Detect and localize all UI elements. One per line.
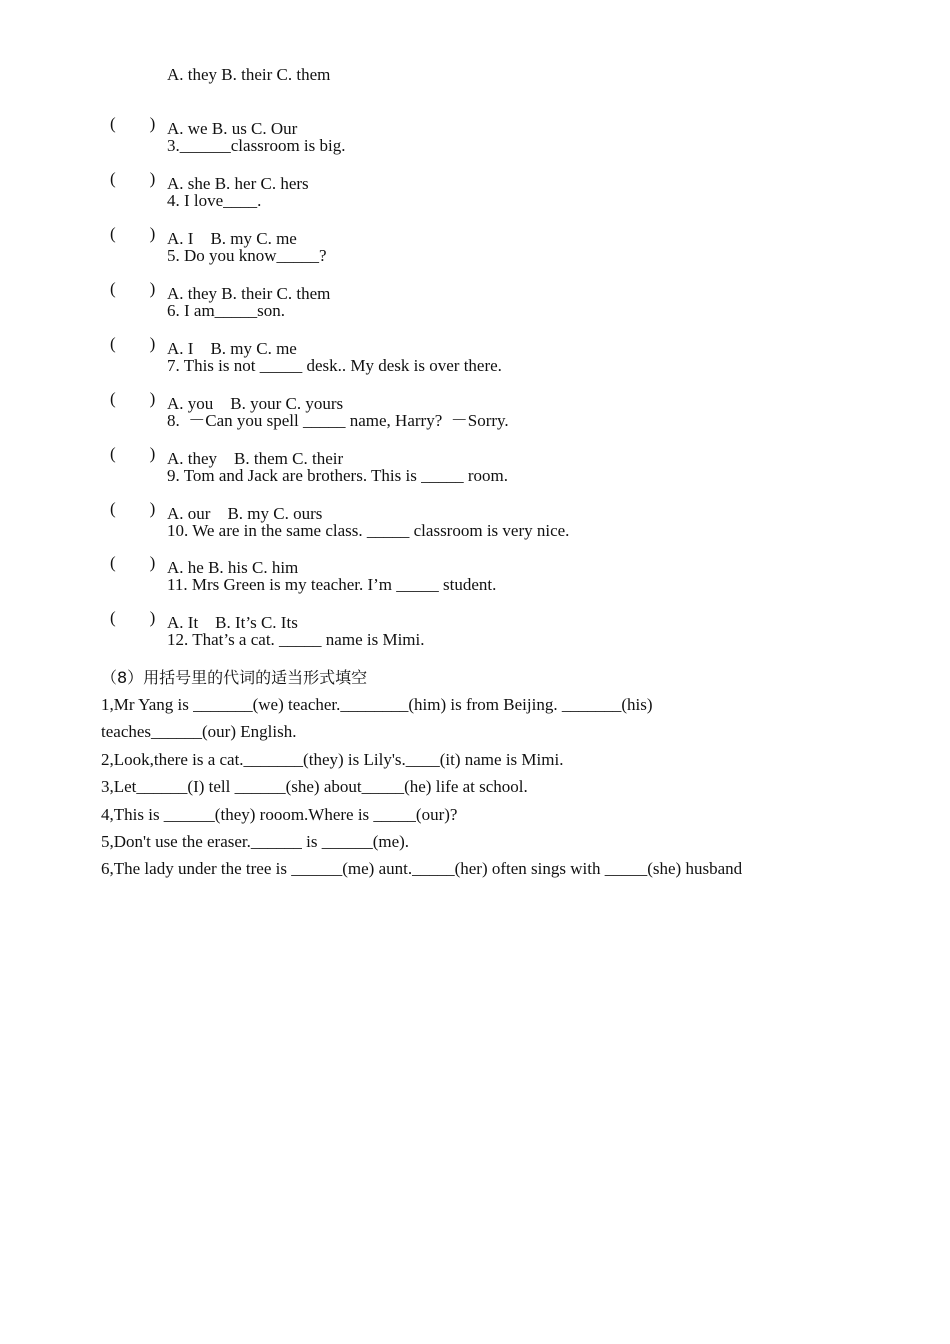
question-text: 3.______classroom is big. — [167, 136, 346, 155]
question-5-options: A. I B. my C. me — [167, 229, 297, 248]
question-text: 4. I love____. — [167, 191, 262, 210]
question-text: 11. Mrs Green is my teacher. I’m _____ student. — [167, 575, 497, 594]
question-11-options: A. he B. his C. him — [167, 558, 299, 577]
question-text: 7. This is not _____ desk.. My desk is over there. — [167, 356, 502, 375]
answer-blank-parentheses: ( ) — [110, 553, 156, 572]
question-4-options: A. she B. her C. hers — [167, 174, 309, 193]
exercise-line: 4,This is ______(they) rooom.Where is _____(our)? — [101, 805, 458, 824]
question-text: 5. Do you know_____? — [167, 246, 327, 265]
question-3-options: A. we B. us C. Our — [167, 119, 298, 138]
answer-blank-parentheses: ( ) — [110, 279, 156, 298]
answer-blank-parentheses: ( ) — [110, 389, 156, 408]
exercise-line: 6,The lady under the tree is ______(me) aunt._____(her) often sings with _____(she) husband — [101, 859, 743, 878]
exercise-line: 1,Mr Yang is _______(we) teacher.________(him) is from Beijing. _______(his) — [101, 695, 653, 714]
question-text: 9. Tom and Jack are brothers. This is _____ room. — [167, 466, 508, 485]
answer-blank-parentheses: ( ) — [110, 499, 156, 518]
question-7-options: A. I B. my C. me — [167, 339, 297, 358]
answer-blank-parentheses: ( ) — [110, 169, 156, 188]
question-2-options: A. they B. their C. them — [167, 65, 331, 84]
question-12-options: A. It B. It’s C. Its — [167, 613, 298, 632]
exercise-line: teaches______(our) English. — [101, 722, 297, 741]
answer-blank-parentheses: ( ) — [110, 224, 156, 243]
answer-blank-parentheses: ( ) — [110, 114, 156, 133]
section-heading: （8）用括号里的代词的适当形式填空 — [101, 668, 368, 687]
question-text: 10. We are in the same class. _____ classroom is very nice. — [167, 521, 570, 540]
question-text: 12. That’s a cat. _____ name is Mimi. — [167, 630, 425, 649]
question-text: 6. I am_____son. — [167, 301, 286, 320]
question-6-options: A. they B. their C. them — [167, 284, 331, 303]
answer-blank-parentheses: ( ) — [110, 608, 156, 627]
question-9-options: A. they B. them C. their — [167, 449, 344, 468]
answer-blank-parentheses: ( ) — [110, 334, 156, 353]
answer-blank-parentheses: ( ) — [110, 444, 156, 463]
exercise-line: 2,Look,there is a cat._______(they) is Lily's.____(it) name is Mimi. — [101, 750, 564, 769]
question-10-options: A. our B. my C. ours — [167, 504, 323, 523]
exercise-line: 3,Let______(I) tell ______(she) about_____(he) life at school. — [101, 777, 528, 796]
question-text: 8. －Can you spell _____ name, Harry? －Sorry. — [167, 411, 509, 430]
question-8-options: A. you B. your C. yours — [167, 394, 344, 413]
exercise-line: 5,Don't use the eraser.______ is ______(me). — [101, 832, 410, 851]
